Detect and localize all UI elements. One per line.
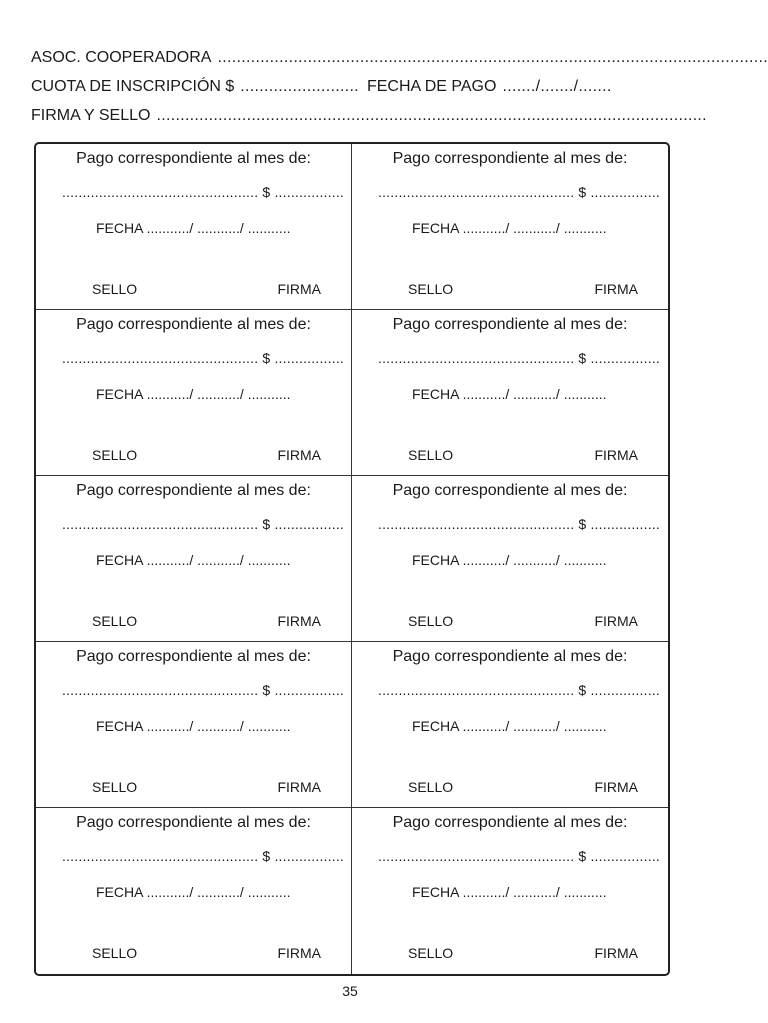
payment-slip: [352, 642, 668, 808]
slip-title: Pago correspondiente al mes de:: [76, 316, 311, 333]
slip-date-line[interactable]: FECHA .........../ .........../ ...........: [96, 386, 291, 402]
slip-amount-line[interactable]: ................................................ $ .................: [378, 516, 660, 532]
slip-title: Pago correspondiente al mes de:: [76, 150, 311, 167]
slip-stamp-label: SELLO: [92, 945, 138, 961]
payment-slip: [36, 642, 352, 808]
slip-signature-label: FIRMA: [594, 281, 638, 297]
slip-amount-line[interactable]: ................................................ $ .................: [62, 184, 344, 200]
slip-stamp-label: SELLO: [408, 447, 454, 463]
slip-date-line[interactable]: FECHA .........../ .........../ ...........: [412, 718, 607, 734]
slip-amount-line[interactable]: ................................................ $ .................: [62, 516, 344, 532]
slip-date-line[interactable]: FECHA .........../ .........../ ...........: [412, 386, 607, 402]
slip-signature-label: FIRMA: [277, 613, 321, 629]
slip-signature-label: FIRMA: [594, 613, 638, 629]
header-firma-sello-line: [31, 105, 707, 127]
payment-slip: [36, 310, 352, 476]
slip-title: Pago correspondiente al mes de:: [76, 648, 311, 665]
slip-date-line[interactable]: FECHA .........../ .........../ ...........: [96, 884, 291, 900]
payment-slips-grid: [34, 142, 670, 976]
slip-title: Pago correspondiente al mes de:: [392, 316, 628, 333]
slip-signature-label: FIRMA: [277, 447, 321, 463]
slip-title: Pago correspondiente al mes de:: [392, 814, 628, 831]
page-number: 35: [342, 983, 358, 999]
slip-date-line[interactable]: FECHA .........../ .........../ ...........: [96, 718, 291, 734]
slip-stamp-label: SELLO: [408, 945, 454, 961]
slip-signature-label: FIRMA: [277, 779, 321, 795]
payment-slip: [352, 476, 668, 642]
asoc-fill-line[interactable]: ....................................................................................................................: [217, 49, 768, 66]
slip-signature-label: FIRMA: [594, 945, 638, 961]
firma-sello-label: FIRMA Y SELLO: [31, 107, 151, 124]
slip-date-line[interactable]: FECHA .........../ .........../ ...........: [412, 220, 607, 236]
cuota-label: CUOTA DE INSCRIPCIÓN $: [31, 78, 235, 95]
slip-stamp-label: SELLO: [408, 779, 454, 795]
payment-slip: [352, 808, 668, 974]
slip-amount-line[interactable]: ................................................ $ .................: [378, 184, 660, 200]
slip-title: Pago correspondiente al mes de:: [76, 814, 311, 831]
fecha-pago-fill-line[interactable]: ......./......./.......: [502, 78, 612, 95]
payment-slip: [352, 310, 668, 476]
cuota-fill-line[interactable]: .........................: [240, 78, 359, 95]
slip-date-line[interactable]: FECHA .........../ .........../ ...........: [412, 552, 607, 568]
slip-amount-line[interactable]: ................................................ $ .................: [378, 682, 660, 698]
slip-stamp-label: SELLO: [408, 613, 454, 629]
slip-stamp-label: SELLO: [92, 613, 138, 629]
slip-date-line[interactable]: FECHA .........../ .........../ ...........: [96, 220, 291, 236]
slip-date-line[interactable]: FECHA .........../ .........../ ...........: [412, 884, 607, 900]
slip-amount-line[interactable]: ................................................ $ .................: [62, 350, 344, 366]
slip-signature-label: FIRMA: [277, 281, 321, 297]
slip-stamp-label: SELLO: [92, 281, 138, 297]
fecha-pago-label: FECHA DE PAGO: [366, 78, 497, 95]
slip-title: Pago correspondiente al mes de:: [76, 482, 311, 499]
slip-amount-line[interactable]: ................................................ $ .................: [378, 848, 660, 864]
slip-signature-label: FIRMA: [594, 779, 638, 795]
slip-title: Pago correspondiente al mes de:: [392, 648, 628, 665]
header-cuota-line: [31, 76, 671, 98]
payment-slip: [36, 808, 352, 974]
payment-slip: [36, 476, 352, 642]
slip-signature-label: FIRMA: [277, 945, 321, 961]
slip-date-line[interactable]: FECHA .........../ .........../ ...........: [96, 552, 291, 568]
payment-slip: [36, 144, 352, 310]
asoc-label: ASOC. COOPERADORA: [31, 49, 212, 66]
slip-title: Pago correspondiente al mes de:: [392, 482, 628, 499]
slip-title: Pago correspondiente al mes de:: [392, 150, 628, 167]
slip-amount-line[interactable]: ................................................ $ .................: [62, 682, 344, 698]
slip-stamp-label: SELLO: [92, 779, 138, 795]
slip-amount-line[interactable]: ................................................ $ .................: [62, 848, 344, 864]
slip-amount-line[interactable]: ................................................ $ .................: [378, 350, 660, 366]
payment-slip: [352, 144, 668, 310]
slip-stamp-label: SELLO: [92, 447, 138, 463]
header-asoc-line: [31, 47, 768, 69]
slip-signature-label: FIRMA: [594, 447, 638, 463]
slip-stamp-label: SELLO: [408, 281, 454, 297]
firma-sello-fill-line[interactable]: ....................................................................................................................: [156, 107, 707, 124]
